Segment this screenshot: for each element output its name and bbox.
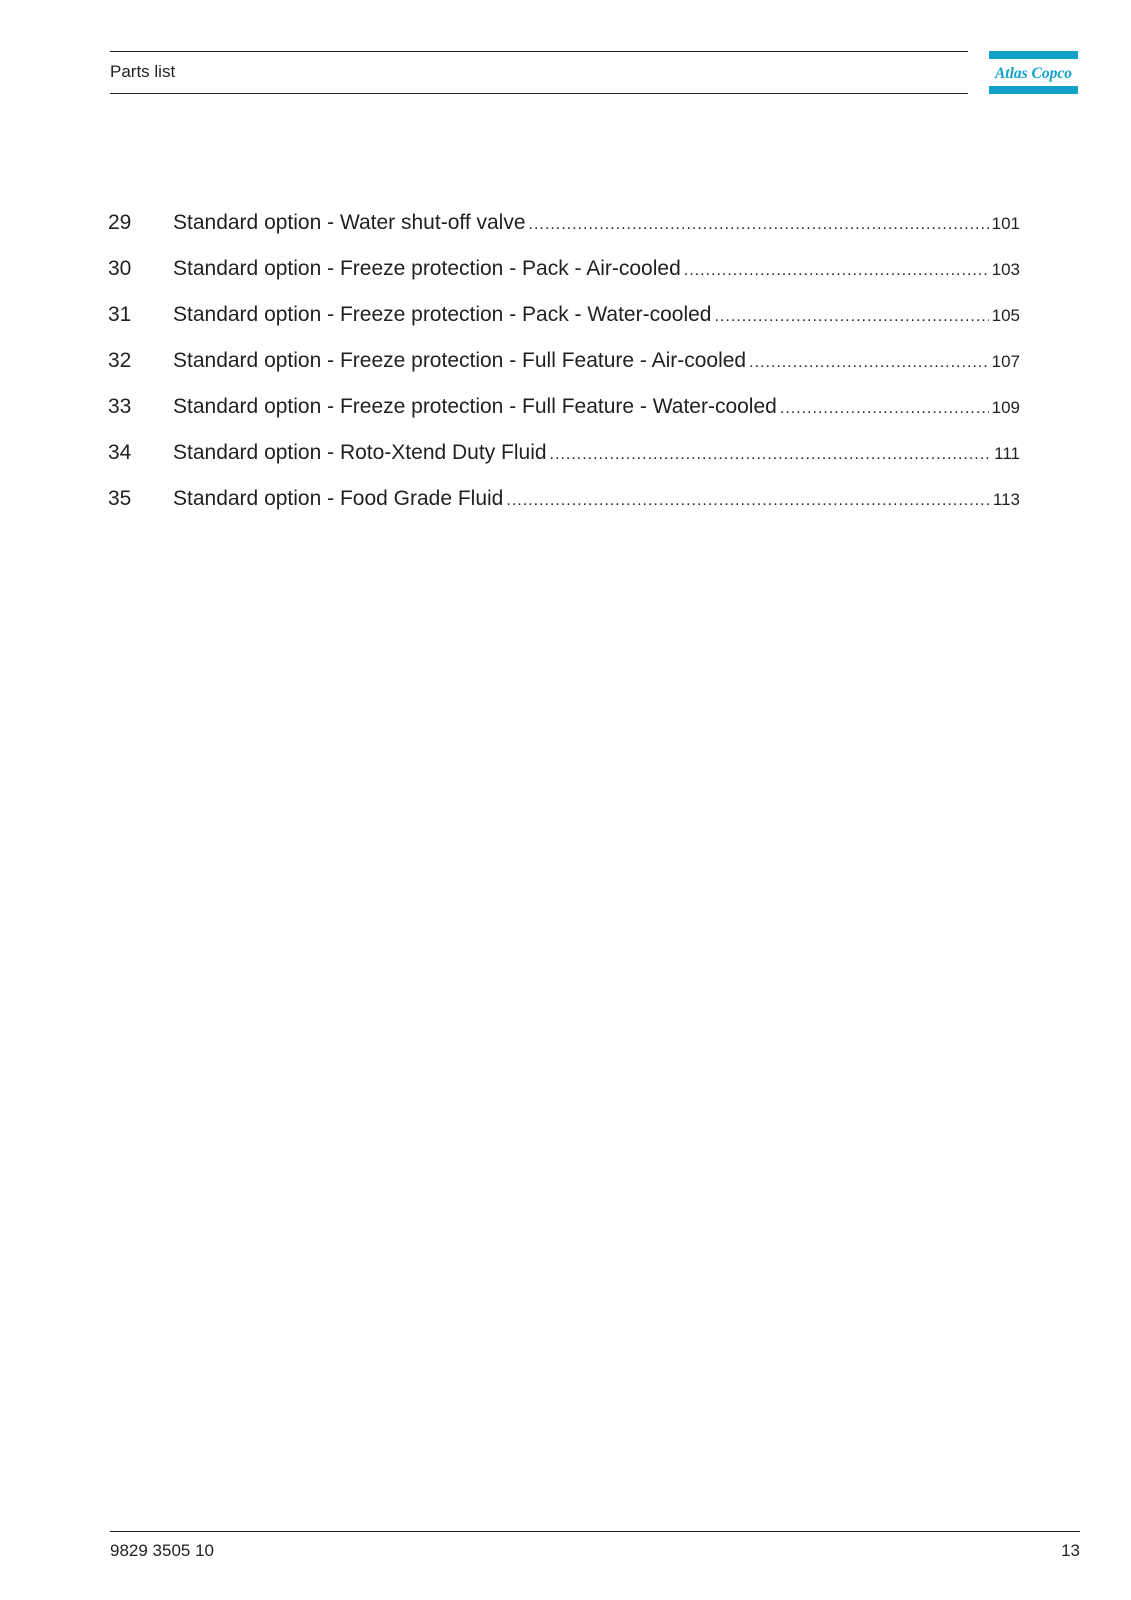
- page-header-title: Parts list: [110, 62, 176, 81]
- document-number: 9829 3505 10: [110, 1541, 214, 1560]
- toc-entry[interactable]: [108, 210, 1020, 256]
- toc-entry-page[interactable]: 111: [994, 444, 1020, 463]
- toc-entry-page[interactable]: 109: [991, 398, 1020, 417]
- toc-entry[interactable]: [108, 486, 1020, 532]
- toc-leader-dots: [684, 258, 989, 284]
- toc-leader-dots: [780, 396, 989, 422]
- toc-entry-title[interactable]: Standard option - Water shut-off valve: [173, 211, 526, 234]
- toc-entry-title[interactable]: Standard option - Freeze protection - Pack - Water-cooled: [173, 303, 712, 326]
- logo-text: Atlas Copco: [994, 65, 1073, 82]
- toc-entry[interactable]: [108, 394, 1020, 440]
- toc-entry-page[interactable]: 107: [991, 352, 1020, 371]
- toc-entry-title[interactable]: Standard option - Roto-Xtend Duty Fluid: [173, 441, 547, 464]
- table-of-contents: [108, 210, 1020, 532]
- toc-entry[interactable]: [108, 348, 1020, 394]
- toc-entry-title[interactable]: Standard option - Food Grade Fluid: [173, 487, 504, 510]
- atlas-copco-logo: [989, 51, 1078, 94]
- toc-leader-dots: [529, 212, 989, 238]
- toc-leader-dots: [550, 442, 992, 468]
- toc-entry-title[interactable]: Standard option - Freeze protection - Full Feature - Air-cooled: [173, 349, 747, 372]
- toc-entry-page[interactable]: 101: [991, 214, 1020, 233]
- toc-entry[interactable]: [108, 440, 1020, 486]
- toc-entry[interactable]: [108, 302, 1020, 348]
- toc-entry-page[interactable]: 105: [991, 306, 1020, 325]
- toc-leader-dots: [749, 350, 989, 376]
- toc-entry-number: 35: [108, 487, 132, 510]
- toc-entry-number: 33: [108, 395, 132, 418]
- footer-rule: [110, 1531, 1080, 1532]
- toc-entry-number: 34: [108, 441, 132, 464]
- toc-entry-page[interactable]: 113: [992, 490, 1020, 509]
- toc-entry-page[interactable]: 103: [991, 260, 1020, 279]
- toc-entry-title[interactable]: Standard option - Freeze protection - Pack - Air-cooled: [173, 257, 681, 280]
- toc-entry-number: 32: [108, 349, 132, 372]
- toc-entry-number: 29: [108, 211, 132, 234]
- toc-entry[interactable]: [108, 256, 1020, 302]
- page-number: 13: [1061, 1541, 1080, 1560]
- toc-entry-number: 31: [108, 303, 132, 326]
- toc-leader-dots: [506, 488, 990, 514]
- toc-leader-dots: [714, 304, 988, 330]
- header-top-rule: [110, 51, 968, 52]
- toc-entry-number: 30: [108, 257, 132, 280]
- toc-entry-title[interactable]: Standard option - Freeze protection - Full Feature - Water-cooled: [173, 395, 777, 418]
- header-bottom-rule: [110, 93, 968, 94]
